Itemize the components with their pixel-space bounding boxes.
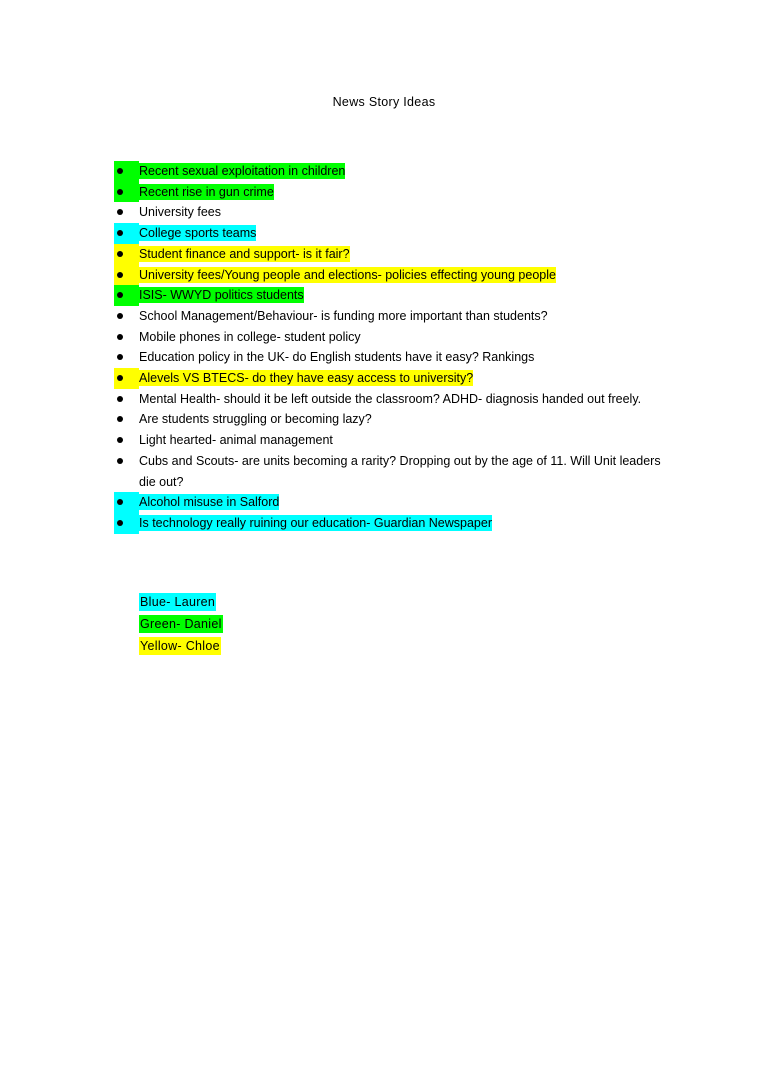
list-item — [114, 389, 674, 410]
list-item — [114, 223, 674, 244]
idea-text: Light hearted- animal management — [139, 433, 333, 448]
list-item — [114, 409, 674, 430]
list-item — [114, 285, 674, 306]
idea-text: Is technology really ruining our education- Guardian Newspaper — [139, 515, 492, 530]
list-item — [114, 368, 674, 389]
idea-text: Mobile phones in college- student policy — [139, 329, 361, 344]
bullet-icon — [114, 244, 139, 265]
bullet-icon — [114, 513, 139, 534]
bullet-icon — [114, 327, 139, 348]
idea-text: Student finance and support- is it fair? — [139, 246, 350, 261]
key-item — [139, 613, 223, 635]
list-item — [114, 202, 674, 223]
key-item — [139, 591, 223, 613]
bullet-icon — [114, 161, 139, 182]
bullet-icon — [114, 389, 139, 410]
key-label: Green- Daniel — [140, 617, 222, 631]
idea-text: Education policy in the UK- do English students have it easy? Rankings — [139, 350, 535, 365]
list-item — [114, 265, 674, 286]
idea-text: Cubs and Scouts- are units becoming a rarity? Dropping out by the age of 11. Will Unit leaders die out? — [139, 453, 661, 489]
idea-text: Recent sexual exploitation in children — [139, 164, 346, 178]
idea-text: School Management/Behaviour- is funding more important than students? — [139, 308, 548, 323]
bullet-icon — [114, 182, 139, 203]
list-item — [114, 306, 674, 327]
bullet-icon — [114, 347, 139, 368]
bullet-icon — [114, 430, 139, 451]
bullet-icon — [114, 451, 139, 472]
idea-text: University fees — [139, 205, 221, 220]
bullet-icon — [114, 285, 139, 306]
list-item — [114, 347, 674, 368]
list-item — [114, 430, 674, 451]
bullet-icon — [114, 306, 139, 327]
idea-text: Recent rise in gun crime — [139, 184, 274, 199]
idea-text: College sports teams — [139, 226, 257, 241]
bullet-icon — [114, 409, 139, 430]
idea-text: Alevels VS BTECS- do they have easy access to university? — [139, 371, 474, 386]
idea-text: Mental Health- should it be left outside the classroom? ADHD- diagnosis handed out freely. — [139, 391, 642, 406]
bullet-icon — [114, 265, 139, 286]
list-item — [114, 182, 674, 203]
list-item — [114, 451, 674, 492]
list-item — [114, 161, 674, 182]
key-item — [139, 635, 223, 657]
list-item — [114, 492, 674, 513]
bullet-icon — [114, 202, 139, 223]
news-ideas-list — [114, 161, 674, 534]
bullet-icon — [114, 368, 139, 389]
bullet-icon — [114, 492, 139, 513]
list-item — [114, 513, 674, 534]
list-item — [114, 327, 674, 348]
color-key — [139, 591, 223, 657]
idea-text: University fees/Young people and elections- policies effecting young people — [139, 267, 556, 282]
page-title: News Story Ideas — [332, 95, 436, 109]
idea-text: ISIS- WWYD politics students — [139, 288, 304, 303]
idea-text: Are students struggling or becoming lazy? — [139, 412, 372, 427]
bullet-icon — [114, 223, 139, 244]
key-label: Blue- Lauren — [140, 595, 216, 609]
key-label: Yellow- Chloe — [140, 639, 220, 653]
list-item — [114, 244, 674, 265]
idea-text: Alcohol misuse in Salford — [139, 495, 280, 510]
